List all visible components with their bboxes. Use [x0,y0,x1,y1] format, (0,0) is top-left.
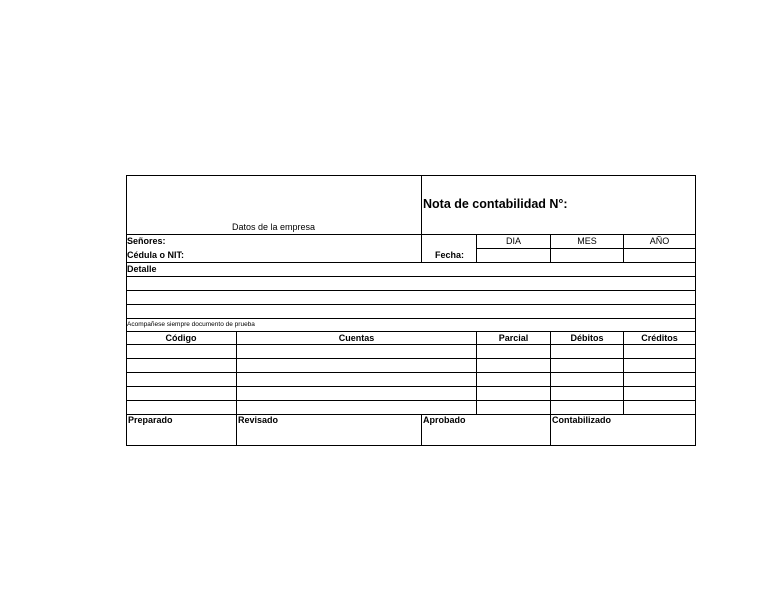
border-left [126,175,127,446]
detail-footnote: Acompañese siempre documento de prueba [127,321,255,328]
col-divider-parcial [550,331,551,446]
rule-table-row-2 [126,372,696,373]
signature-booked: Contabilizado [552,415,611,425]
border-bottom [126,445,696,446]
col-divider-cuentas [476,331,477,415]
rule-table-row-1 [126,358,696,359]
rule-date-head [476,248,696,249]
col-header-creditos: Créditos [641,333,678,343]
divider-signatures [421,414,422,446]
col-header-codigo: Código [165,333,197,343]
col-divider-debitos [623,331,624,415]
detail-label: Detalle [127,264,157,274]
date-col-mes: MES [577,236,597,246]
rule-detail-3 [126,304,696,305]
senores-label: Señores: [127,236,166,246]
cedula-label: Cédula o NIT: [127,250,185,260]
border-top [126,175,696,176]
col-divider-codigo [236,331,237,446]
border-right [695,175,696,446]
date-col-dia: DIA [505,236,521,246]
date-col-ano: AÑO [649,236,670,246]
rule-table-top [126,331,696,332]
rule-client [126,262,696,263]
rule-header [126,234,696,235]
divider-header [421,175,422,263]
accounting-note-form [126,175,695,445]
col-header-parcial: Parcial [498,333,529,343]
signature-prepared: Preparado [128,415,173,425]
signature-reviewed: Revisado [238,415,279,425]
col-header-cuentas: Cuentas [338,333,375,343]
col-header-debitos: Débitos [570,333,604,343]
rule-detail-4 [126,318,696,319]
rule-table-head [126,344,696,345]
company-label: Datos de la empresa [231,222,316,232]
signature-approved: Aprobado [423,415,466,425]
rule-table-row-4 [126,400,696,401]
rule-detail-1 [126,276,696,277]
rule-detail-2 [126,290,696,291]
rule-table-row-3 [126,386,696,387]
note-title: Nota de contabilidad N°: [423,197,568,211]
fecha-label: Fecha: [435,250,465,260]
